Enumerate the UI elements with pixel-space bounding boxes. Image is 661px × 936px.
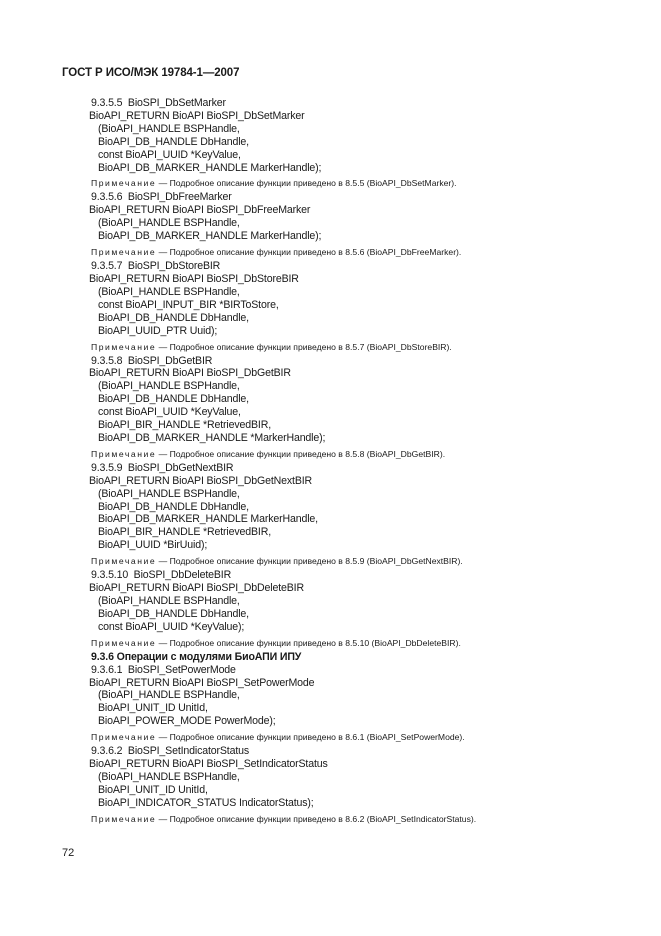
note-label: Примечание	[91, 247, 157, 258]
function-heading: 9.3.6.1 BioSPI_SetPowerMode	[91, 663, 236, 676]
note-label: Примечание	[91, 341, 157, 352]
function-heading: 9.3.5.7 BioSPI_DbStoreBIR	[91, 260, 221, 273]
note-reference: 8.5.9 (BioAPI_DbGetNextBIR).	[345, 556, 463, 567]
note-reference: 8.5.7 (BioAPI_DbStoreBIR).	[345, 341, 452, 352]
function-block	[89, 355, 589, 460]
function-param: (BioAPI_HANDLE BSPHandle,	[98, 595, 240, 607]
function-signature: BioAPI_RETURN BioAPI BioSPI_DbDeleteBIR	[89, 582, 304, 595]
note	[89, 637, 589, 649]
function-heading: 9.3.5.6 BioSPI_DbFreeMarker	[91, 191, 232, 204]
section-group-db	[89, 97, 589, 649]
note-prefix: — Подробное описание функции приведено в	[158, 247, 346, 258]
note	[89, 246, 589, 258]
note-label: Примечание	[91, 637, 157, 648]
note	[89, 177, 589, 189]
note-label: Примечание	[91, 556, 157, 567]
function-param: (BioAPI_HANDLE BSPHandle,	[98, 689, 240, 702]
note-prefix: — Подробное описание функции приведено в	[158, 556, 346, 567]
function-param: const BioAPI_INPUT_BIR *BIRToStore,	[98, 298, 279, 311]
function-signature: BioAPI_RETURN BioAPI BioSPI_DbFreeMarker	[89, 204, 311, 217]
function-param: (BioAPI_HANDLE BSPHandle,	[98, 487, 240, 500]
function-block	[89, 664, 589, 744]
function-param: BioAPI_BIR_HANDLE *RetrievedBIR,	[98, 419, 272, 432]
function-param: BioAPI_DB_HANDLE DbHandle,	[98, 500, 249, 513]
function-param: BioAPI_DB_MARKER_HANDLE *MarkerHandle);	[98, 431, 326, 444]
function-heading: 9.3.6.2 BioSPI_SetIndicatorStatus	[91, 745, 250, 758]
function-block	[89, 191, 589, 258]
function-block	[89, 462, 589, 567]
page-number: 72	[62, 847, 75, 859]
document-body	[89, 97, 589, 827]
note	[89, 813, 589, 825]
note-reference: 8.6.1 (BioAPI_SetPowerMode).	[345, 732, 465, 743]
function-block	[89, 745, 589, 825]
function-signature: BioAPI_RETURN BioAPI BioSPI_DbSetMarker	[89, 109, 305, 122]
function-heading: 9.3.5.5 BioSPI_DbSetMarker	[91, 97, 226, 109]
note-prefix: — Подробное описание функции приведено в	[158, 732, 346, 743]
function-signature: BioAPI_RETURN BioAPI BioSPI_SetIndicatorStatus	[89, 758, 328, 771]
note-reference: 8.5.5 (BioAPI_DbSetMarker).	[345, 178, 457, 189]
function-param: BioAPI_INDICATOR_STATUS IndicatorStatus);	[98, 796, 314, 809]
note-reference: 8.5.8 (BioAPI_DbGetBIR).	[345, 448, 446, 459]
function-signature: BioAPI_RETURN BioAPI BioSPI_DbGetNextBIR	[89, 474, 313, 487]
page-header: ГОСТ Р ИСО/МЭК 19784-1—2007	[62, 67, 240, 79]
note-prefix: — Подробное описание функции приведено в	[158, 813, 346, 824]
note-label: Примечание	[91, 178, 157, 189]
section-group-unit	[89, 664, 589, 825]
note-reference: 8.5.6 (BioAPI_DbFreeMarker).	[345, 247, 462, 258]
function-signature: BioAPI_RETURN BioAPI BioSPI_DbStoreBIR	[89, 272, 299, 285]
note	[89, 731, 589, 743]
note	[89, 448, 589, 460]
function-param: BioAPI_DB_HANDLE DbHandle,	[98, 311, 249, 324]
note	[89, 555, 589, 567]
note-label: Примечание	[91, 448, 157, 459]
function-param: BioAPI_DB_HANDLE DbHandle,	[98, 607, 249, 620]
function-heading: 9.3.5.8 BioSPI_DbGetBIR	[91, 354, 213, 367]
function-param: BioAPI_UUID_PTR Uuid);	[98, 324, 218, 337]
function-param: BioAPI_UUID *BirUuid);	[98, 539, 208, 552]
function-param: BioAPI_DB_MARKER_HANDLE MarkerHandle,	[98, 513, 318, 526]
function-param: (BioAPI_HANDLE BSPHandle,	[98, 380, 240, 393]
function-signature: BioAPI_RETURN BioAPI BioSPI_DbGetBIR	[89, 367, 291, 380]
note-prefix: — Подробное описание функции приведено в	[158, 341, 346, 352]
function-heading: 9.3.5.9 BioSPI_DbGetNextBIR	[91, 461, 234, 474]
function-param: (BioAPI_HANDLE BSPHandle,	[98, 217, 240, 230]
function-signature: BioAPI_RETURN BioAPI BioSPI_SetPowerMode	[89, 676, 315, 689]
function-heading: 9.3.5.10 BioSPI_DbDeleteBIR	[91, 569, 232, 582]
subsection-title: 9.3.6 Операции с модулями БиоАПИ ИПУ	[91, 650, 302, 663]
function-param: BioAPI_DB_MARKER_HANDLE MarkerHandle);	[98, 230, 322, 243]
function-param: const BioAPI_UUID *KeyValue);	[98, 620, 245, 633]
function-param: const BioAPI_UUID *KeyValue,	[98, 148, 241, 161]
function-block	[89, 97, 589, 189]
function-param: BioAPI_DB_HANDLE DbHandle,	[98, 393, 249, 406]
function-block	[89, 569, 589, 649]
function-param: BioAPI_UNIT_ID UnitId,	[98, 783, 208, 796]
note	[89, 341, 589, 353]
note-label: Примечание	[91, 813, 157, 824]
function-param: (BioAPI_HANDLE BSPHandle,	[98, 285, 240, 298]
function-param: (BioAPI_HANDLE BSPHandle,	[98, 770, 240, 783]
function-param: BioAPI_POWER_MODE PowerMode);	[98, 715, 276, 728]
function-param: BioAPI_BIR_HANDLE *RetrievedBIR,	[98, 526, 272, 539]
function-param: BioAPI_DB_HANDLE DbHandle,	[98, 135, 249, 148]
function-param: BioAPI_DB_MARKER_HANDLE MarkerHandle);	[98, 161, 322, 174]
note-label: Примечание	[91, 732, 157, 743]
note-prefix: — Подробное описание функции приведено в	[158, 637, 346, 648]
function-param: (BioAPI_HANDLE BSPHandle,	[98, 122, 240, 135]
note-prefix: — Подробное описание функции приведено в	[158, 448, 346, 459]
function-param: BioAPI_UNIT_ID UnitId,	[98, 702, 208, 715]
note-reference: 8.5.10 (BioAPI_DbDeleteBIR).	[345, 637, 461, 648]
function-block	[89, 260, 589, 352]
function-param: const BioAPI_UUID *KeyValue,	[98, 406, 241, 419]
note-prefix: — Подробное описание функции приведено в	[158, 178, 346, 189]
note-reference: 8.6.2 (BioAPI_SetIndicatorStatus).	[345, 813, 477, 824]
